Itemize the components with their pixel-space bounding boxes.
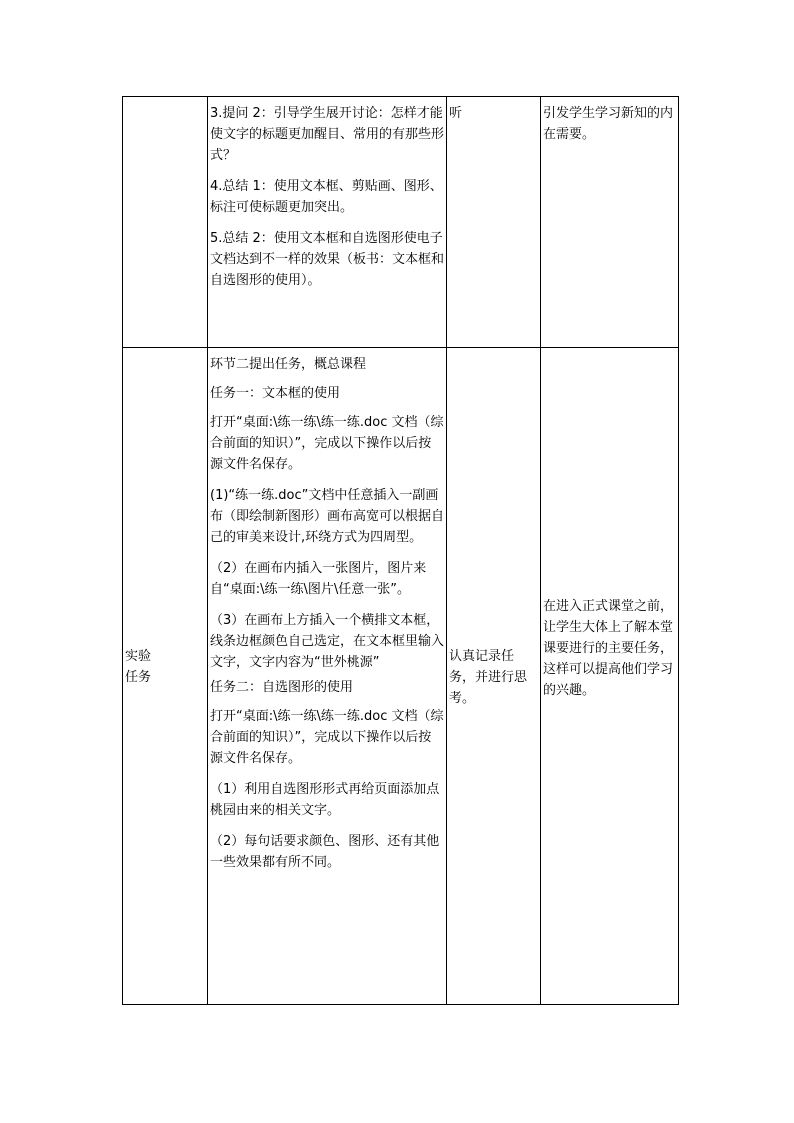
table-row: [123, 348, 679, 1005]
design-intent-text: 引发学生学习新知的内在需要。: [543, 106, 674, 142]
activity-paragraph: 打开“桌面:\练一练\练一练.doc 文档（综合前面的知识）”，完成以下操作以后按源文件名保存。: [210, 415, 444, 472]
activity-paragraph: （2）每句话要求颜色、图形、还有其他一些效果都有所不同。: [210, 834, 440, 870]
teacher-activity-cell: [208, 348, 447, 1005]
lesson-plan-table: [122, 96, 679, 1005]
design-intent-text: 在进入正式课堂之前，让学生大体上了解本堂课要进行的主要任务，这样可以提高他们学习的兴趣。: [543, 599, 674, 698]
student-activity-cell: [447, 97, 541, 348]
activity-heading: 环节二提出任务，概总课程: [210, 357, 367, 372]
activity-paragraph: 5.总结 2：使用文本框和自选图形使电子文档达到不一样的效果（板书：文本框和自选图形的使用）。: [210, 231, 445, 288]
table-row: [123, 97, 679, 348]
stage-cell: [123, 97, 208, 348]
student-activity-text: 认真记录任务，并进行思考。: [449, 649, 528, 706]
activity-paragraph: (1)“练一练.doc”文档中任意插入一副画布（即绘制新图形）画布高宽可以根据自己的审美来设计,环绕方式为四周型。: [210, 488, 445, 545]
activity-paragraph: 3.提问 2：引导学生展开讨论：怎样才能使文字的标题更加醒目、常用的有那些形式？: [210, 106, 445, 163]
design-intent-cell: [541, 97, 679, 348]
task-heading: 任务一：文本框的使用: [210, 386, 341, 401]
teacher-activity-cell: [208, 97, 447, 348]
stage-cell: [123, 348, 208, 1005]
activity-paragraph: 4.总结 1：使用文本框、剪贴画、图形、标注可使标题更加突出。: [210, 179, 443, 215]
student-activity-text: 听: [449, 106, 463, 121]
design-intent-cell: [541, 348, 679, 1005]
student-activity-cell: [447, 348, 541, 1005]
activity-paragraph: （1）利用自选图形形式再给页面添加点桃园由来的相关文字。: [210, 782, 440, 818]
activity-paragraph: （2）在画布内插入一张图片，图片来自“桌面:\练一练\图片\任意一张”。: [210, 561, 427, 597]
task-heading: 任务二：自选图形的使用: [210, 680, 354, 695]
stage-label: 实验: [125, 649, 152, 664]
stage-label: 任务: [125, 670, 152, 685]
activity-paragraph: （3）在画布上方插入一个横排文本框，线条边框颜色自己选定，在文本框里输入文字，文字内容为“世外桃源”: [210, 613, 445, 670]
activity-paragraph: 打开“桌面:\练一练\练一练.doc 文档（综合前面的知识）”，完成以下操作以后按源文件名保存。: [210, 709, 444, 766]
